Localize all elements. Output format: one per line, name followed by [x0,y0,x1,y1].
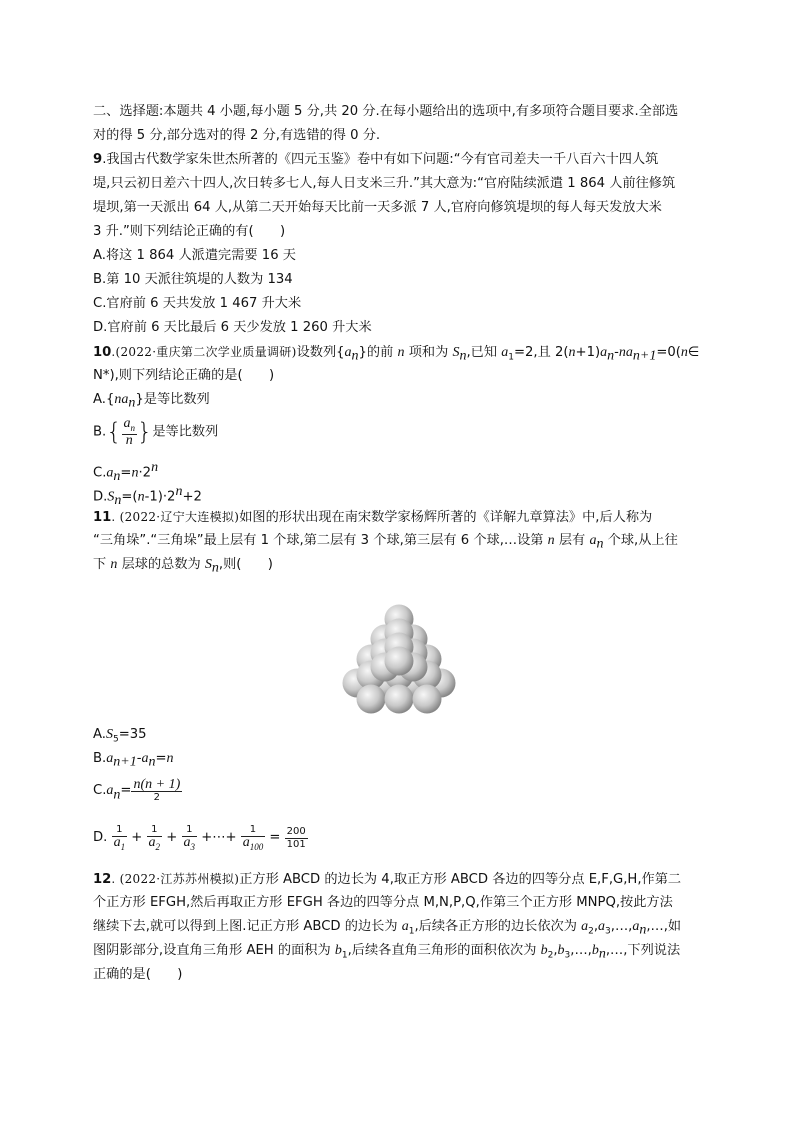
q12-source: . (2022·江苏苏州模拟) [111,872,240,886]
q10-line1: 10.(2022·重庆第二次学业质量调研)设数列$\{a_n\}$的前 n 项和为 $S_n$,已知 $a_1=2$,且 $2(n+1)a_n-na_{n+1}=0(n\in$ [93,345,700,364]
q11-sub-n: n [596,536,604,552]
q10-t9: ∈ [687,345,700,360]
q9-option-b-text: B.第 10 天派往筑堤的人数为 134 [93,272,293,287]
q11-d-res-den: 101 [286,838,306,850]
right-brace-icon: } [137,418,153,447]
q10-c-n: n [131,465,139,481]
q11-line2 [93,532,678,554]
q11-d-f4-num: 1 [241,824,266,837]
q10-var-n4: n [680,345,688,360]
q10-d-sub: n [114,493,122,509]
q10-a-a: a [121,392,129,407]
q11-c-label: C. [93,783,107,798]
q9-option-c-text: C.官府前 6 天共发放 1 467 升大米 [93,296,302,311]
q11-option-b[interactable]: $B.a_{n+1}-a_n=n$ [93,751,174,770]
q11-c-fraction [131,776,182,804]
q10-c-rhs: ·2 [138,465,152,481]
q10-d-rhs: -1)·2 [144,489,176,505]
q11-a-S: S [105,727,113,742]
q10-var-n3: n [618,345,626,360]
q10-t3: 项和为 [404,345,453,360]
ball-21 [357,685,386,714]
q12-t1: 继续下去,就可以得到上图.记正方形 ABCD 的边长为 [93,919,402,934]
q10-t6: +1) [575,345,601,360]
q11-d-frac2: $\frac{1}{a_2}$ [148,823,161,852]
q12-an-sub: n [639,922,647,938]
q10-b-post: 是等比数列 [152,424,219,440]
q10-var-n2: n [568,345,576,360]
q10-var-a1: a [501,345,509,360]
q10-line2 [93,367,274,385]
q12-t2: ,后续各正方形的边长依次为 [414,919,582,934]
q12-line5 [93,966,182,984]
q11-d-label: D. [93,830,108,845]
q10-t8: =0( [656,345,681,360]
q11-text-1: 如图的形状出现在南宋数学家杨辉所著的《详解九章算法》中,后人称为 [239,510,653,525]
q11-b-eq: = [155,751,167,766]
q12-text-1: 正方形 ABCD 的边长为 4,取正方形 ABCD 各边的四等分点 E,F,G,H,作第二 [239,872,682,887]
q12-text-5: 正确的是( ) [93,967,183,982]
q10-source: .(2022·重庆第二次学业质量调研) [111,345,297,359]
q10-sub-n2: n [459,348,467,364]
q12-line3: 继续下去,就可以得到上图.记正方形 ABCD 的边长为 $a_1$,后续各正方形的边长依次为 $a_2,a_3,\dots,a_n,\dots$,如 [93,919,682,938]
q11-d-eq: = [269,830,281,845]
q12-a1: a [401,919,409,934]
q9-option-d[interactable] [93,319,372,337]
q11-d-plus2: + [166,830,178,845]
q10-a-post: }是等比数列 [135,392,210,407]
q11-line1 [93,508,652,527]
q9-text-1: .我国古代数学家朱世杰所著的《四元玉鉴》卷中有如下问题:“今有官司差夫一千八百六十四人筑 [102,152,659,167]
q12-text-2: 个正方形 EFGH,然后再取正方形 EFGH 各边的四等分点 M,N,P,Q,作第三个正方形 MNPQ,按此方法 [93,895,673,910]
q12-bn-sub: n [598,946,606,962]
q10-t1: 设数列{ [296,345,345,360]
q10-text-2: N*),则下列结论正确的是( ) [93,368,275,383]
q11-d-dots: +⋯+ [201,830,237,845]
q10-b-fraction [122,418,138,447]
q11-d-frac1: $\frac{1}{a_1}$ [113,823,126,852]
ball-group [343,605,456,714]
q10-t2: }的前 [358,345,398,360]
q12-t3: ,…, [610,919,633,934]
q10-option-d[interactable] [93,483,202,510]
q10-var-a2: a [600,345,608,360]
q11-sub-n2: n [211,560,219,576]
q10-t7: - [614,345,619,360]
left-brace-icon: { [106,418,122,447]
ball-22 [385,685,414,714]
q9-line4 [93,223,285,241]
q10-sub-n: n [351,348,359,364]
q10-var-S: S [452,345,460,360]
q9-line3 [93,199,662,217]
q12-t6: ,后续各直角三角形的面积依次为 [347,943,541,958]
q10-t4: ,已知 [466,345,502,360]
q11-S: S [204,557,212,572]
q11-option-d[interactable] [93,822,308,855]
q11-t1: “三角垛”.“三角垛”最上层有 1 个球,第二层有 3 个球,第三层有 6 个球,…设第 [93,533,548,548]
q9-option-b[interactable] [93,271,293,289]
q10-d-label: D. [93,489,108,505]
q10-c-sup: n [151,460,159,475]
q11-a-label: A. [93,727,106,742]
q11-b-label: B. [93,751,107,766]
q9-text-4: 3 升.”则下列结论正确的有( ) [93,224,286,239]
q10-t5: =2,且 2( [513,345,569,360]
q11-d-frac4: $\frac{1}{a_{100}}$ [242,823,264,852]
q11-t3: 个球,从上往 [603,533,678,548]
q11-option-a[interactable]: $A.S_5=35$ [93,727,147,745]
q11-b-sub: n [148,754,156,770]
q12-b1: b [334,943,342,958]
q11-d-f1-num: 1 [112,824,128,837]
q10-option-b[interactable] [93,418,218,447]
q12-number: 12 [93,872,112,887]
q9-option-a-text: A.将这 1 864 人派遣完需要 16 天 [93,248,296,263]
q10-c-label: C. [93,465,107,481]
q12-line2 [93,894,673,912]
q11-n2: n [110,557,118,572]
q11-t4: 下 [93,557,111,572]
q11-d-res-num: 200 [286,825,306,837]
q11-c-a: a [106,783,114,798]
q10-d-n: n [137,489,145,505]
q10-b-den: n [125,432,133,448]
q10-d-eq: =( [121,489,138,505]
section-heading [93,103,678,121]
q10-sub-n3: n [607,348,615,364]
q9-option-d-text: D.官府前 6 天比最后 6 天少发放 1 260 升大米 [93,320,372,335]
q10-d-sup: n [175,484,183,499]
section-heading-cont-text: 对的得 5 分,部分选对的得 2 分,有选错的得 0 分. [93,128,381,143]
q12-bn: b [591,943,599,958]
q9-number: 9 [93,152,103,167]
q11-line3 [93,556,273,578]
q10-a-sub: n [128,395,136,411]
q11-source: . (2022·辽宁大连模拟) [111,510,240,524]
q11-a-rhs: =35 [118,727,147,742]
q11-d-f2-num: 1 [147,824,163,837]
q10-b-pre: B. [93,424,107,440]
q9-option-c[interactable] [93,295,301,313]
q10-option-a[interactable] [93,391,210,413]
q10-number: 10 [93,345,112,360]
q11-option-c[interactable]: $C.a_n=$ $\frac{n(n + 1)}{2}$ [93,776,181,803]
q12-t4: ,…,如 [646,919,682,934]
q11-b-a2: a [141,751,149,766]
q11-c-sub: n [113,787,121,803]
q9-text-2: 堤,只云初日差六十四人,次日转多七人,每人日支米三升.”其大意为:“官府陆续派遣 1 864 人前往修筑 [93,176,676,191]
q10-c-sub: n [113,469,121,485]
q9-option-a[interactable] [93,247,296,265]
q10-a-n: n [114,392,122,407]
q11-c-num: n(n + 1) [133,776,181,792]
q11-t2: 层有 [554,533,590,548]
q12-t7: ,…, [570,943,592,958]
q10-b-num: $a_n$ [123,416,136,433]
q11-b-a1: a [106,751,114,766]
q11-number: 11 [93,510,112,525]
q12-line1 [93,870,681,889]
q9-text-3: 堤坝,第一天派出 64 人,从第二天开始每天比前一天多派 7 人,官府向修筑堤坝的每人每天发放大米 [93,200,662,215]
q10-var-n: n [397,345,405,360]
q10-c-eq: = [120,465,132,481]
q11-d-plus1: + [131,830,143,845]
q10-d-tail: +2 [182,489,202,505]
q12-line4: 图阴影部分,设直角三角形 AEH 的面积为 $b_1$,后续各直角三角形的面积依次为 $b_2,b_3,\dots,b_n,\dots$,下列说法 [93,943,681,962]
q12-an: a [632,919,640,934]
q10-var-a3: a [625,345,633,360]
q10-c-a: a [106,465,114,481]
triangular-ball-pile-image [337,603,461,719]
q11-c-den: 2 [153,791,161,803]
q10-a-pre: A.{ [93,392,115,407]
q12-t8: ,…,下列说法 [605,943,681,958]
ball-23 [413,685,442,714]
q9-line2 [93,175,675,193]
q11-t5: 层球的总数为 [117,557,205,572]
ball-20 [385,647,414,676]
q12-t5: 图阴影部分,设直角三角形 AEH 的面积为 [93,943,335,958]
q9-line1 [93,151,658,169]
section-heading-cont [93,127,380,145]
q11-d-result [285,826,308,851]
q10-var-a: a [344,345,352,360]
q10-option-c[interactable] [93,459,158,486]
q11-d-f3-num: 1 [182,824,198,837]
q10-d-S: S [107,489,115,505]
q11-d-frac3: $\frac{1}{a_3}$ [183,823,195,852]
section-heading-text: 二、选择题:本题共 4 小题,每小题 5 分,共 20 分.在每小题给出的选项中,有多项符合题目要求.全部选 [93,104,679,119]
q11-b-n: n [166,751,174,766]
q11-n: n [547,533,555,548]
q11-t6: ,则( ) [218,557,273,572]
q11-a: a [589,533,597,548]
